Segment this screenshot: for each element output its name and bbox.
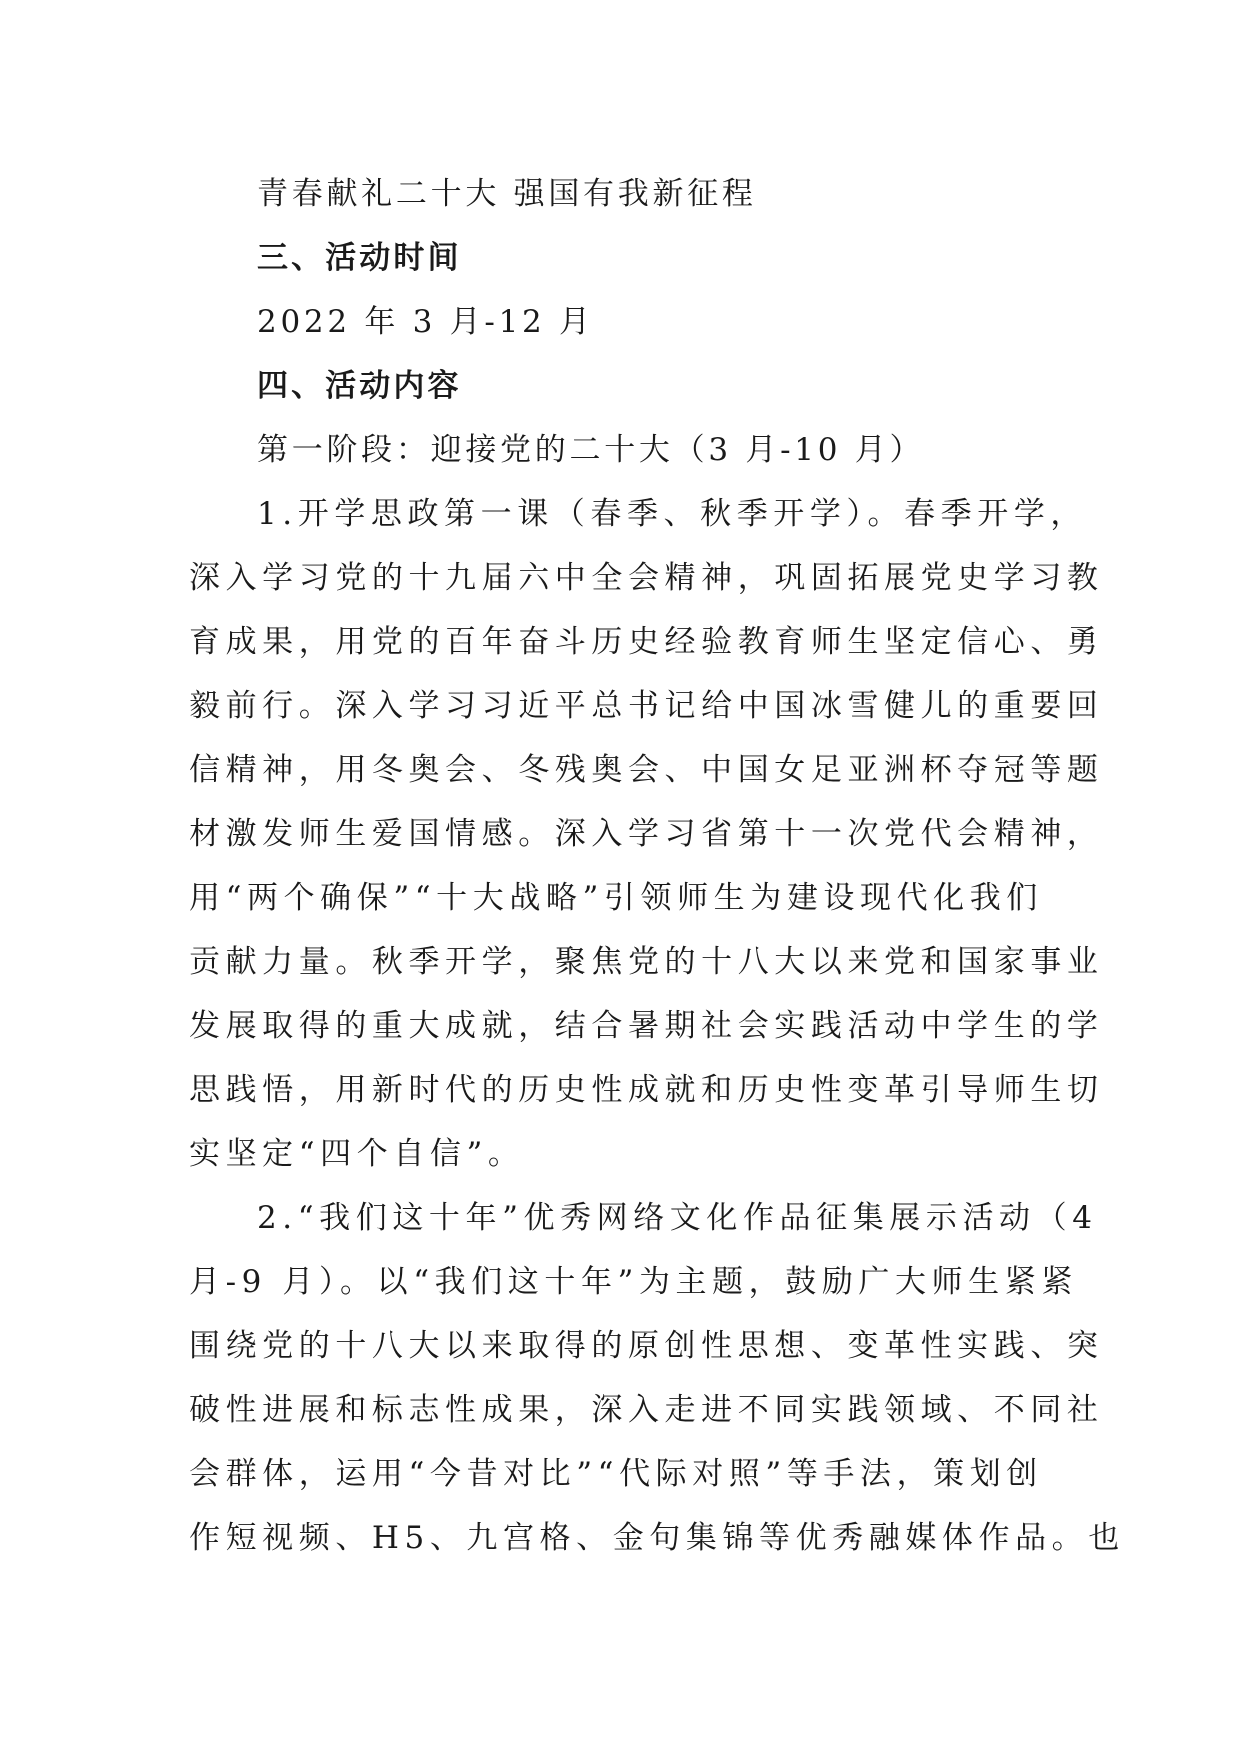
paragraph-line: 围绕党的十八大以来取得的原创性思想、变革性实践、突 (189, 1328, 1104, 1364)
paragraph-line: 2.“我们这十年”优秀网络文化作品征集展示活动（4 (257, 1200, 1098, 1236)
paragraph-line: 作短视频、H5、九宫格、金句集锦等优秀融媒体作品。也 (189, 1520, 1125, 1556)
item-2-paragraph (189, 1186, 1125, 1570)
activity-time-text: 2022 年 3 月-12 月 (257, 304, 594, 340)
paragraph-line: 思践悟，用新时代的历史性成就和历史性变革引导师生切 (189, 1072, 1104, 1108)
item-1-paragraph (189, 482, 1104, 1186)
paragraph-line: 月-9 月）。以“我们这十年”为主题，鼓励广大师生紧紧 (189, 1264, 1078, 1300)
paragraph-line: 会群体，运用“今昔对比”“代际对照”等手法，策划创 (189, 1456, 1043, 1492)
paragraph-line: 材激发师生爱国情感。深入学习省第十一次党代会精神， (189, 816, 1104, 852)
stage-one-title: 第一阶段：迎接党的二十大（3 月-10 月） (257, 432, 925, 468)
paragraph-line: 用“两个确保”“十大战略”引领师生为建设现代化我们 (189, 880, 1043, 916)
section-heading-time: 三、活动时间 (257, 240, 462, 276)
paragraph-line: 发展取得的重大成就，结合暑期社会实践活动中学生的学 (189, 1008, 1104, 1044)
paragraph-line: 信精神，用冬奥会、冬残奥会、中国女足亚洲杯夺冠等题 (189, 752, 1104, 788)
paragraph-line: 1.开学思政第一课（春季、秋季开学）。春季开学， (257, 496, 1087, 532)
paragraph-line: 实坚定“四个自信”。 (189, 1136, 525, 1172)
theme-line: 青春献礼二十大 强国有我新征程 (257, 176, 757, 212)
paragraph-line: 毅前行。深入学习习近平总书记给中国冰雪健儿的重要回 (189, 688, 1104, 724)
paragraph-line: 育成果，用党的百年奋斗历史经验教育师生坚定信心、勇 (189, 624, 1104, 660)
section-heading-content: 四、活动内容 (257, 368, 462, 404)
paragraph-line: 破性进展和标志性成果，深入走进不同实践领域、不同社 (189, 1392, 1104, 1428)
paragraph-line: 贡献力量。秋季开学，聚焦党的十八大以来党和国家事业 (189, 944, 1104, 980)
paragraph-line: 深入学习党的十九届六中全会精神，巩固拓展党史学习教 (189, 560, 1104, 596)
